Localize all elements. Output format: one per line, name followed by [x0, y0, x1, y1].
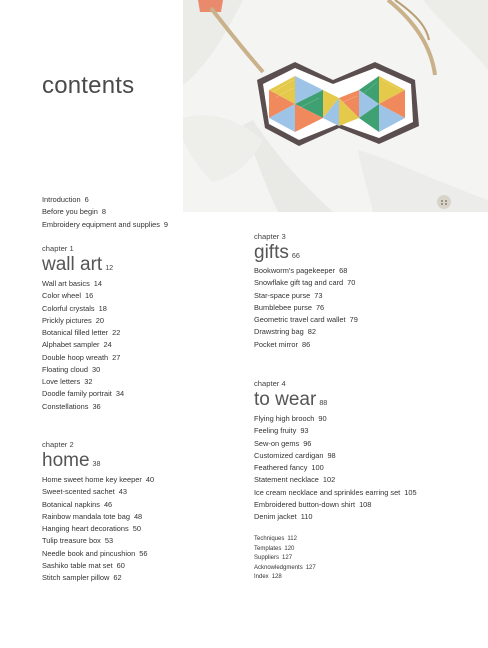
- chapter-label: chapter 1: [42, 244, 74, 253]
- toc-entry-label: Sew-on gems: [254, 438, 300, 448]
- toc-entry[interactable]: [254, 314, 358, 326]
- toc-entry[interactable]: [42, 535, 154, 547]
- toc-entry[interactable]: [254, 499, 417, 511]
- toc-entry[interactable]: [254, 564, 316, 574]
- toc-entry[interactable]: [254, 554, 316, 564]
- toc-entry[interactable]: [42, 206, 168, 218]
- toc-entry-page: 34: [115, 389, 125, 399]
- toc-entry[interactable]: [42, 352, 124, 364]
- toc-entry[interactable]: [254, 474, 417, 486]
- toc-entry-label: Alphabet sampler: [42, 340, 100, 350]
- chapter-title[interactable]: [42, 254, 113, 279]
- toc-entry-label: Home sweet home key keeper: [42, 475, 142, 484]
- toc-entry-label: Index: [254, 574, 269, 581]
- toc-entry-label: Prickly pictures: [42, 315, 92, 325]
- toc-entry[interactable]: [42, 523, 154, 535]
- back-matter-list: [254, 535, 316, 583]
- toc-entry-page: 96: [303, 438, 312, 448]
- toc-entry-page: 62: [113, 573, 122, 582]
- toc-entry-label: Feathered fancy: [254, 463, 308, 472]
- toc-entry-page: 68: [339, 266, 348, 275]
- toc-entry[interactable]: [254, 326, 358, 338]
- toc-entry[interactable]: [42, 560, 154, 572]
- toc-entry[interactable]: [254, 462, 417, 474]
- toc-entry[interactable]: [254, 450, 417, 462]
- toc-entry-page: 6: [84, 195, 89, 204]
- toc-entry-page: 98: [327, 450, 336, 460]
- toc-entry[interactable]: [42, 388, 124, 400]
- toc-entry-page: 18: [98, 303, 107, 313]
- toc-entry[interactable]: [254, 573, 316, 583]
- toc-entry-label: Snowflake gift tag and card: [254, 278, 344, 288]
- toc-entry-page: 110: [300, 512, 313, 521]
- toc-entry[interactable]: [42, 278, 124, 290]
- toc-entry-page: 53: [104, 536, 114, 546]
- toc-entry-page: 90: [318, 414, 327, 423]
- toc-entry[interactable]: [254, 290, 358, 302]
- toc-entry-label: Pocket mirror: [254, 339, 298, 349]
- toc-entry[interactable]: [254, 487, 417, 499]
- toc-entry[interactable]: [254, 511, 417, 523]
- toc-entry-label: Colorful crystals: [42, 303, 95, 313]
- chapter-label: chapter 3: [254, 232, 286, 241]
- chapter-page: 66: [291, 251, 300, 260]
- toc-entry[interactable]: [42, 572, 154, 584]
- toc-entry-page: 73: [314, 290, 323, 300]
- toc-entry-page: 9: [163, 219, 169, 229]
- toc-entry-label: Techniques: [254, 536, 285, 542]
- toc-entry-label: Needle book and pincushion: [42, 548, 136, 558]
- toc-entry-label: Doodle family portrait: [42, 389, 112, 399]
- chapter-page: 38: [92, 459, 101, 468]
- toc-entry[interactable]: [254, 425, 417, 437]
- toc-entry-label: Flying high brooch: [254, 414, 315, 423]
- toc-entry-page: 79: [349, 315, 358, 324]
- toc-entry[interactable]: [254, 302, 358, 314]
- toc-entry-label: Hanging heart decorations: [42, 524, 129, 533]
- chapter-label: chapter 4: [254, 379, 286, 388]
- toc-entry-label: Embroidered button-down shirt: [254, 499, 356, 509]
- toc-entry[interactable]: [254, 438, 417, 450]
- toc-entry-page: 86: [301, 339, 311, 349]
- page-title: contents: [42, 72, 135, 99]
- chapter-page: 12: [105, 263, 114, 272]
- toc-entry[interactable]: [42, 474, 154, 486]
- toc-entry[interactable]: [42, 327, 124, 339]
- chapter-1-list: [42, 278, 124, 413]
- chapter-page: 88: [319, 398, 328, 407]
- toc-entry-label: Botanical filled letter: [42, 328, 109, 337]
- chapter-title-text: wall art: [42, 254, 103, 275]
- chapter-3-list: [254, 265, 358, 351]
- chapter-title-text: home: [42, 450, 90, 471]
- chapter-title-text: to wear: [254, 389, 317, 410]
- toc-entry-label: Tulip treasure box: [42, 536, 101, 546]
- toc-entry-label: Wall art basics: [42, 279, 90, 288]
- toc-entry-label: Star-space purse: [254, 290, 311, 300]
- toc-entry-page: 8: [101, 207, 107, 217]
- toc-entry-page: 48: [133, 511, 143, 521]
- toc-entry[interactable]: [254, 277, 358, 289]
- toc-entry-page: 93: [300, 426, 309, 436]
- toc-entry[interactable]: [42, 303, 124, 315]
- chapter-3: [254, 232, 300, 267]
- chapter-title[interactable]: [254, 389, 327, 414]
- toc-entry[interactable]: [254, 535, 316, 545]
- toc-entry-label: Botanical napkins: [42, 499, 100, 509]
- toc-entry-page: 27: [112, 352, 121, 362]
- chapter-2: [42, 440, 101, 475]
- toc-entry-page: 127: [305, 564, 316, 571]
- toc-entry-page: 22: [112, 328, 121, 337]
- toc-entry-page: 120: [284, 545, 295, 552]
- toc-entry-label: Templates: [254, 545, 282, 552]
- toc-entry-page: 30: [92, 364, 101, 374]
- chapter-2-list: [42, 474, 154, 584]
- toc-entry-label: Bookworm's pagekeeper: [254, 266, 336, 275]
- toc-entry-page: 102: [322, 475, 336, 485]
- toc-entry[interactable]: [42, 401, 124, 413]
- chapter-1: [42, 244, 113, 279]
- chapter-label: chapter 2: [42, 440, 74, 449]
- toc-entry-label: Introduction: [42, 195, 81, 204]
- toc-entry-page: 16: [85, 291, 94, 301]
- toc-entry[interactable]: [42, 339, 124, 351]
- chapter-4-list: [254, 413, 417, 523]
- necklace-photo: [183, 0, 488, 212]
- toc-entry-page: 60: [116, 560, 125, 570]
- toc-entry-page: 128: [271, 574, 282, 581]
- chapter-title[interactable]: [254, 242, 300, 267]
- toc-entry[interactable]: [42, 548, 154, 560]
- toc-entry-label: Floating cloud: [42, 364, 89, 374]
- toc-entry[interactable]: [42, 499, 154, 511]
- toc-entry[interactable]: [42, 290, 124, 302]
- toc-entry-page: 56: [139, 548, 148, 558]
- toc-entry-page: 70: [347, 278, 356, 288]
- toc-entry-label: Denim jacket: [254, 512, 297, 521]
- toc-entry-page: 100: [311, 463, 324, 472]
- toc-entry-label: Bumblebee purse: [254, 302, 312, 312]
- chapter-title[interactable]: [42, 450, 101, 475]
- toc-entry-page: 105: [404, 487, 417, 497]
- toc-entry-label: Geometric travel card wallet: [254, 315, 346, 324]
- toc-entry[interactable]: [42, 486, 154, 498]
- toc-entry[interactable]: [42, 511, 154, 523]
- intro-list: [42, 194, 168, 231]
- toc-entry[interactable]: [254, 265, 358, 277]
- toc-entry-label: Statement necklace: [254, 475, 319, 485]
- toc-entry-label: Color wheel: [42, 291, 82, 301]
- toc-entry-label: Constellations: [42, 401, 89, 411]
- toc-entry[interactable]: [254, 413, 417, 425]
- toc-entry-page: 32: [84, 377, 93, 386]
- toc-entry-label: Rainbow mandala tote bag: [42, 511, 130, 521]
- toc-entry-label: Double hoop wreath: [42, 352, 109, 362]
- toc-entry-page: 20: [95, 315, 104, 325]
- toc-entry-page: 40: [145, 475, 155, 484]
- toc-entry[interactable]: [254, 339, 358, 351]
- toc-entry-page: 127: [282, 555, 293, 562]
- toc-entry-label: Sweet-scented sachet: [42, 487, 115, 497]
- toc-entry-label: Love letters: [42, 377, 81, 386]
- toc-entry-label: Customized cardigan: [254, 450, 324, 460]
- toc-entry-page: 14: [93, 279, 103, 288]
- toc-entry-page: 108: [359, 499, 372, 509]
- toc-entry[interactable]: [42, 219, 168, 231]
- toc-entry-page: 112: [287, 536, 297, 542]
- toc-entry-page: 50: [132, 524, 141, 533]
- toc-entry[interactable]: [42, 315, 124, 327]
- toc-entry[interactable]: [42, 364, 124, 376]
- chapter-title-text: gifts: [254, 242, 289, 263]
- chapter-4: [254, 379, 327, 414]
- toc-entry-label: Acknowledgments: [254, 564, 303, 571]
- toc-entry-page: 76: [315, 302, 325, 312]
- toc-entry[interactable]: [254, 545, 316, 555]
- toc-entry-label: Embroidery equipment and supplies: [42, 219, 160, 229]
- toc-entry-page: 24: [103, 340, 112, 350]
- toc-entry-label: Stitch sampler pillow: [42, 573, 110, 582]
- toc-entry-label: Drawstring bag: [254, 327, 304, 337]
- toc-entry[interactable]: [42, 376, 124, 388]
- toc-entry-label: Ice cream necklace and sprinkles earring set: [254, 487, 401, 497]
- toc-entry-page: 36: [92, 401, 101, 411]
- toc-entry-label: Feeling fruity: [254, 426, 297, 436]
- toc-entry-label: Before you begin: [42, 207, 98, 217]
- toc-entry-page: 46: [103, 499, 113, 509]
- toc-entry-page: 43: [118, 487, 127, 497]
- toc-entry-label: Suppliers: [254, 555, 280, 562]
- toc-entry[interactable]: [42, 194, 168, 206]
- necklace-photo-art: [183, 0, 488, 212]
- toc-entry-page: 82: [307, 327, 316, 337]
- toc-entry-label: Sashiko table mat set: [42, 560, 113, 570]
